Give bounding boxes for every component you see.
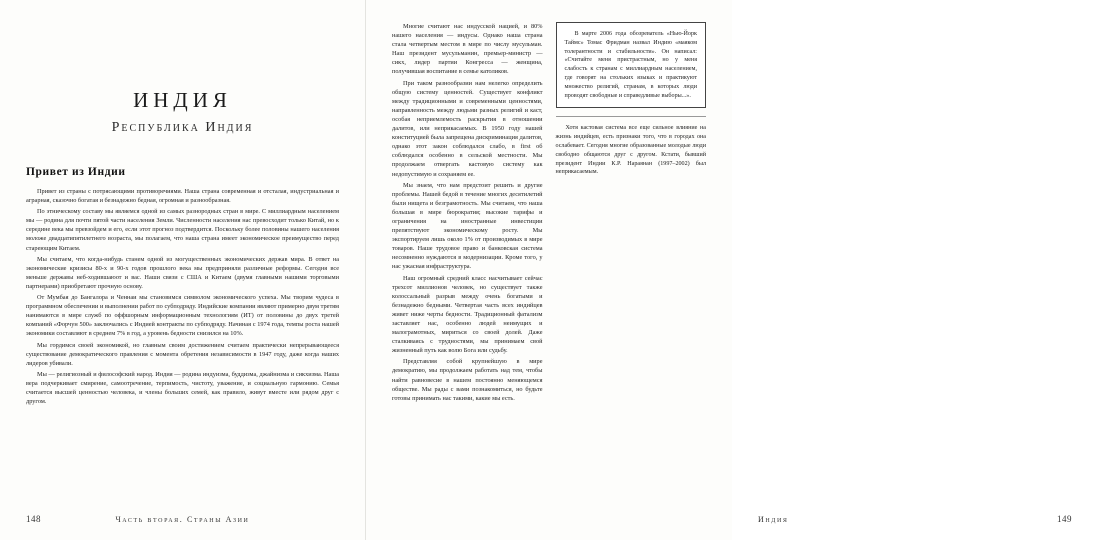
- paragraph: Наш огромный средний класс насчитывает сейчас трехсот миллионов человек, но существует также колоссальный разрыв между очень богатыми и безнадежно бедными. Четвертая часть всех индийцев живет ниже черты бедности. Традиционный фатализм заставляет нас, особенно людей неимущих и малограмотных, мириться со своей долей. Даже сталкиваясь с трудностями, мы принимаем свой жизненный путь как волю Бога или судьбу.: [392, 274, 543, 355]
- right-column-two: [556, 22, 707, 492]
- paragraph: Мы знаем, что нам предстоит решить и другие проблемы. Нашей бедой в течение многих десятилетий были нищета и безграмотность. Мы считаем, что наша большая в мире бюрократия; высокие тарифы и ограничения на иностранные инвестиции препятствуют экономическому росту. Мы экспортируем лишь около 1% от производимых в мире товаров. Наше трудовое право и банковская система несомненно нуждаются в модернизации. Кроме того, у нас ужасная инфраструктура.: [392, 181, 543, 271]
- sidebar-note-text: Хотя кастовая система все еще сильное влияние на жизнь индийцев, есть признаки того, что в городах она ослабевает. Сегодня многие образованные молодые люди свободно общаются друг с другом. Кстати, бывший президент Индии К.Р. Нараянан (1997–2002) был неприкасаемым.: [555, 125, 706, 176]
- footer-running-title: Часть вторая. Страны Азии: [115, 515, 250, 524]
- paragraph: При таком разнообразии нам нелегко определить общую систему ценностей. Существует конфликт между традиционными и современными ценностями, направленность между людьми разных религий и каст, особая неприемлемость раскрытия в отношении далитов, или неприкасаемых. В 1950 году нашей конституцией была запрещена дискриминация далитов, однако этот закон соблюдался слабо, в first об соблюдался особенно в сельской местности. Мы продолжаем отвергать кастовую систему как недопустимую и сохраняем ее.: [392, 79, 543, 178]
- footer-right-page: [732, 514, 1098, 524]
- sidebar-quote-box: [556, 22, 707, 108]
- section-heading: Привет из Индии: [26, 166, 126, 178]
- paragraph: Многие считают нас индусской нацией, и 80% нашего населения — индусы. Однако наша страна стала четвертым местом в мире по числу мусульман. Наш президент мусульманин, премьер-министр — сикх, лидер партии Конгресса — женщина, получившая воспитание в семье католиков.: [392, 23, 543, 76]
- paragraph: Представляя собой крупнейшую в мире демократию, мы продолжаем работать над тем, чтобы найти равновесие в нашем постоянно меняющемся обществе. Мы рады с вами познакомиться, но будьте готовы принимать нас такими, какие мы есть.: [392, 358, 543, 402]
- paragraph: По этническому составу мы являемся одной из самых разнородных стран в мире. С миллиардным населением мы — родина для почти пятой части населения Земли. Численности населения нас превосходит только Китай, но к середине века мы превзойдем и его, если этот прогноз подтвердится. Поскольку более половины нашего населения моложе двадцатипятилетнего возраста, мы полагаем, что наша страна имеет экономическое преимущество перед стареющим Китаем.: [26, 208, 339, 252]
- right-column-one: [392, 22, 543, 492]
- page-number-right: 149: [1057, 514, 1072, 524]
- paragraph: Привет из страны с потрясающими противоречиями. Наша страна современная и отсталая, индустриальная и аграрная, сказочно богатая и безнадежно бедная, огромная и разнообразная.: [26, 188, 339, 205]
- sidebar-quote-text: В марте 2006 года обозреватель «Нью-Йорк Таймс» Томас Фридман назвал Индию «маяком толерантности и стабильности». Он написал: «Считайте меня пристрастным, но у меня слабость к странам с миллиардным населением, где говорят на стольких языках и практикуют множество религий, странам, в которых люди проводят свободные и справедливые выборы...».: [564, 31, 697, 99]
- paragraph: Мы — религиозный и философский народ. Индия — родина индуизма, буддизма, джайнизма и сикхизма. Наша вера подчеркивает смирение, самоотречение, терпимость, чистоту, уважение, и социальную гармонию. Семья считается высшей ценностью человека, и члены больших семей, как правило, живут вместе или рядом друг с другом.: [26, 370, 339, 406]
- page-title: ИНДИЯ: [133, 88, 232, 112]
- left-body-text: [26, 187, 339, 408]
- page-left: [0, 0, 366, 540]
- footer-running-title-right: Индия: [758, 515, 789, 524]
- page-subtitle: Республика Индия: [111, 120, 254, 135]
- page-right: [366, 0, 1072, 540]
- paragraph: Мы считаем, что когда-нибудь станем одной из могущественных экономических держав мира. В ответ на экономические кризисы 80-х и 90-х годов прошлого века мы предприняли различные реформы. Сегодня все меньше державы неб-ходившаюот и вас. Наши связи с США и Китаем (двумя главными нашими торговыми партнерами) приобретают прочную основу.: [26, 255, 339, 290]
- paragraph: Мы гордимся своей экономикой, но главным своим достижением считаем практически непрерывающееся существование демократического правления с момента обретения независимости в 1947 году, даже когда наших лидеров убивали.: [26, 341, 339, 367]
- sidebar-note: [556, 116, 707, 177]
- chapter-title-block: [26, 88, 339, 136]
- footer-left-page: [0, 514, 365, 524]
- paragraph: От Мумбая до Бангалора и Ченнаи мы становимся символом экономического успеха. Мы творим чудеса в программном обеспечении и выполнении работ по субподряду. Индийские компании являют примерно двум третям нанимаются в мире служб по оффшорным информационным технологиям (ИТ) от половины до двух третей компаний «Форчун 500» заключались с Индией контракты по субподряду. Начиная с 1974 года, темпы роста нашей экономики составляют в среднем 7% в год, а уровень бедности снизился на 10%.: [26, 294, 339, 338]
- right-columns: [392, 22, 706, 492]
- page-number-left: 148: [26, 514, 41, 524]
